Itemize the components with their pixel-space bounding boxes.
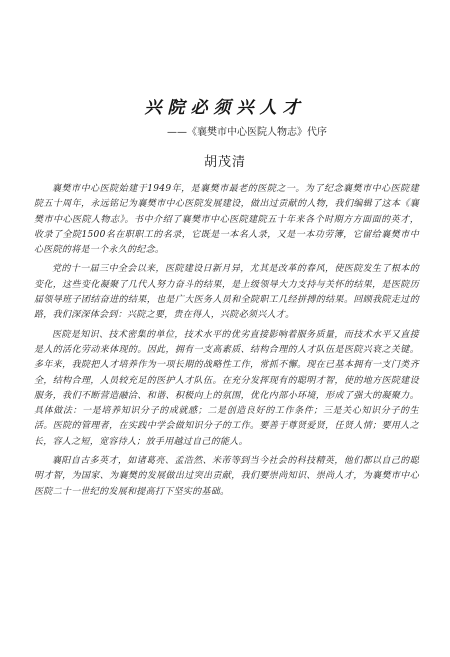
paragraph: 党的十一届三中全会以来，医院建设日新月异，尤其是改革的春风，使医院发生了根本的变化，这些变化凝聚了几代人努力奋斗的结果，是上级领导大力支持与关怀的结果，是医院历届领导班子团结奋进的结果，也是广大医务人员和全院职工几经拼搏的结果。回顾我院走过的路，我们深深体会到：兴院之要，贵在得人，兴院必须兴人才。 [34,264,419,321]
paragraph: 襄阳自古多英才，如诸葛亮、孟浩然、米芾等到当今社会的科技精英，他们都以自己的聪明才智，为国家、为襄樊的发展做出过突出贡献，我们要崇尚知识、崇尚人才，为襄樊市中心医院二十一世纪的发展和提高打下坚实的基础。 [34,456,419,497]
paragraph: 襄樊市中心医院始建于1949年，是襄樊市最老的医院之一。为了纪念襄樊市中心医院建院五十周年，永远铭记为襄樊市中心医院发展建设，做出过贡献的人物，我们编辑了这本《襄樊市中心医院人物志》。书中介绍了襄樊市中心医院建院五十年来各个时期方方面面的英才，收录了全院1500名在职职工的名录，它既是一本名人录，又是一本功劳簿，它留给襄樊市中心医院的将是一个永久的纪念。 [34,184,419,256]
page-title: 兴院必须兴人才 [144,98,306,118]
author-name: 胡茂清 [203,155,246,170]
page-subtitle: ——《襄樊市中心医院人物志》代序 [167,127,327,138]
paragraph: 医院是知识、技术密集的单位，技术水平的优劣直接影响着服务质量，而技术水平又直接是人的活化劳动来体现的。因此，拥有一支高素质、结构合理的人才队伍是医院兴衰之关键。多年来，我院把人才培养作为一项长期的战略性工作，常抓不懈。现在已基本拥有一支门类齐全，结构合理，人员较充足的医护人才队伍。在充分发挥现有的聪明才智，使的地方医院建设服务，我们不断营造融洽、和谐、积极向上的氛围，优化内部小环境，形成了强大的凝聚力。具体做法：一是培养知识分子的成就感；二是创造良好的工作条件；三是关心知识分子的生活。医院的管理者，在实践中学会做知识分子的工作。要善于尊贤爱贤，任贤人情；要用人之长，容人之短，宽容待人；放手用越过自己的能人。 [34,329,419,447]
document-body [34,182,419,504]
